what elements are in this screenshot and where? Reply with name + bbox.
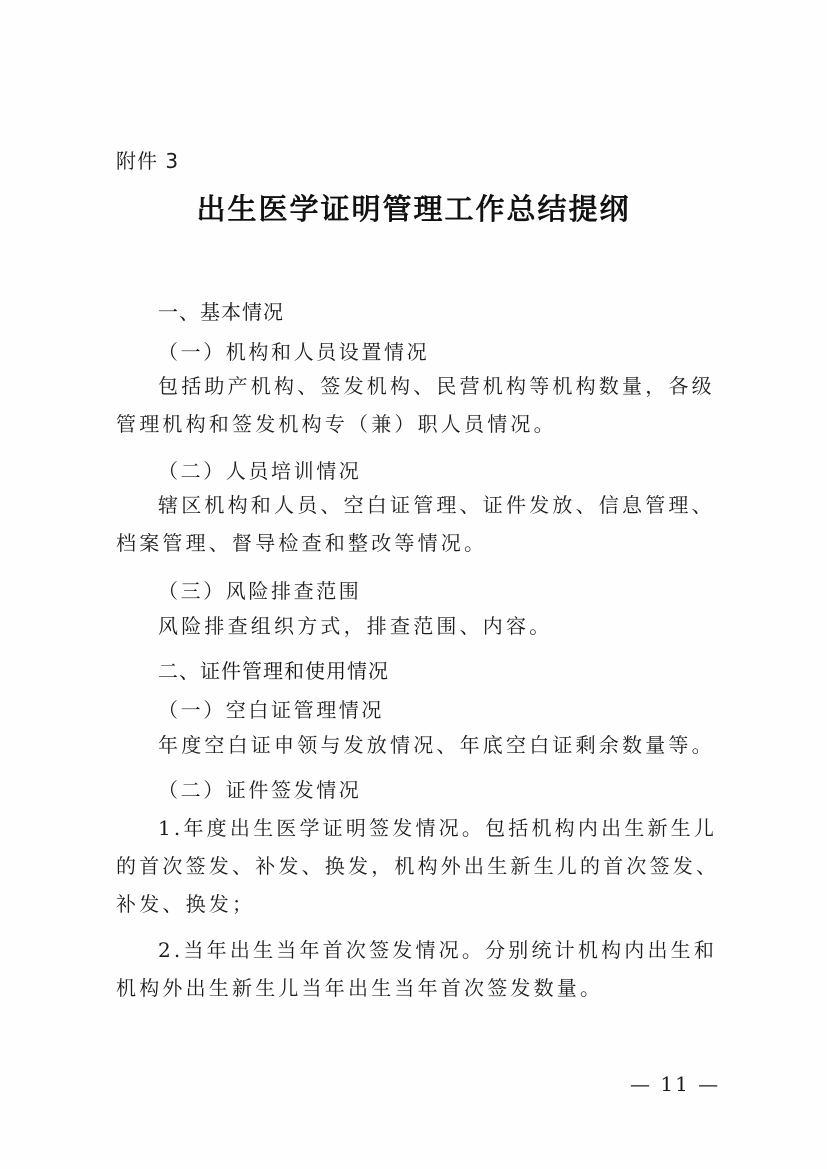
subsection-heading-issuance: （二）证件签发情况 [158,778,362,802]
paragraph-blank-certificates: 年度空白证申领与发放情况、年底空白证剩余数量等。 [158,733,715,757]
paragraph-training: 辖区机构和人员、空白证管理、证件发放、信息管理、档案管理、督导检查和整改等情况。 [116,493,715,555]
document-title: 出生医学证明管理工作总结提纲 [196,192,631,226]
attachment-label: 附件 3 [116,149,180,173]
subsection-heading-blank-certificates: （一）空白证管理情况 [158,698,384,722]
section-heading-basic-info: 一、基本情况 [158,300,284,324]
list-item-annual-issuance: 1.年度出生医学证明签发情况。包括机构内出生新生儿的首次签发、补发、换发，机构外出生新生儿的首次签发、补发、换发； [116,816,720,916]
section-heading-certificate-management: 二、证件管理和使用情况 [158,659,389,683]
list-item-same-year-issuance: 2.当年出生当年首次签发情况。分别统计机构内出生和机构外出生新生儿当年出生当年首次签发数量。 [116,938,718,1000]
page-number: — 11 — [630,1072,721,1096]
paragraph-risk: 风险排查组织方式，排查范围、内容。 [158,614,553,638]
subsection-heading-risk: （三）风险排查范围 [158,579,362,603]
subsection-heading-institutions: （一）机构和人员设置情况 [158,340,430,364]
paragraph-institutions: 包括助产机构、签发机构、民营机构等机构数量，各级管理机构和签发机构专（兼）职人员情况。 [116,374,715,436]
subsection-heading-training: （二）人员培训情况 [158,459,362,483]
